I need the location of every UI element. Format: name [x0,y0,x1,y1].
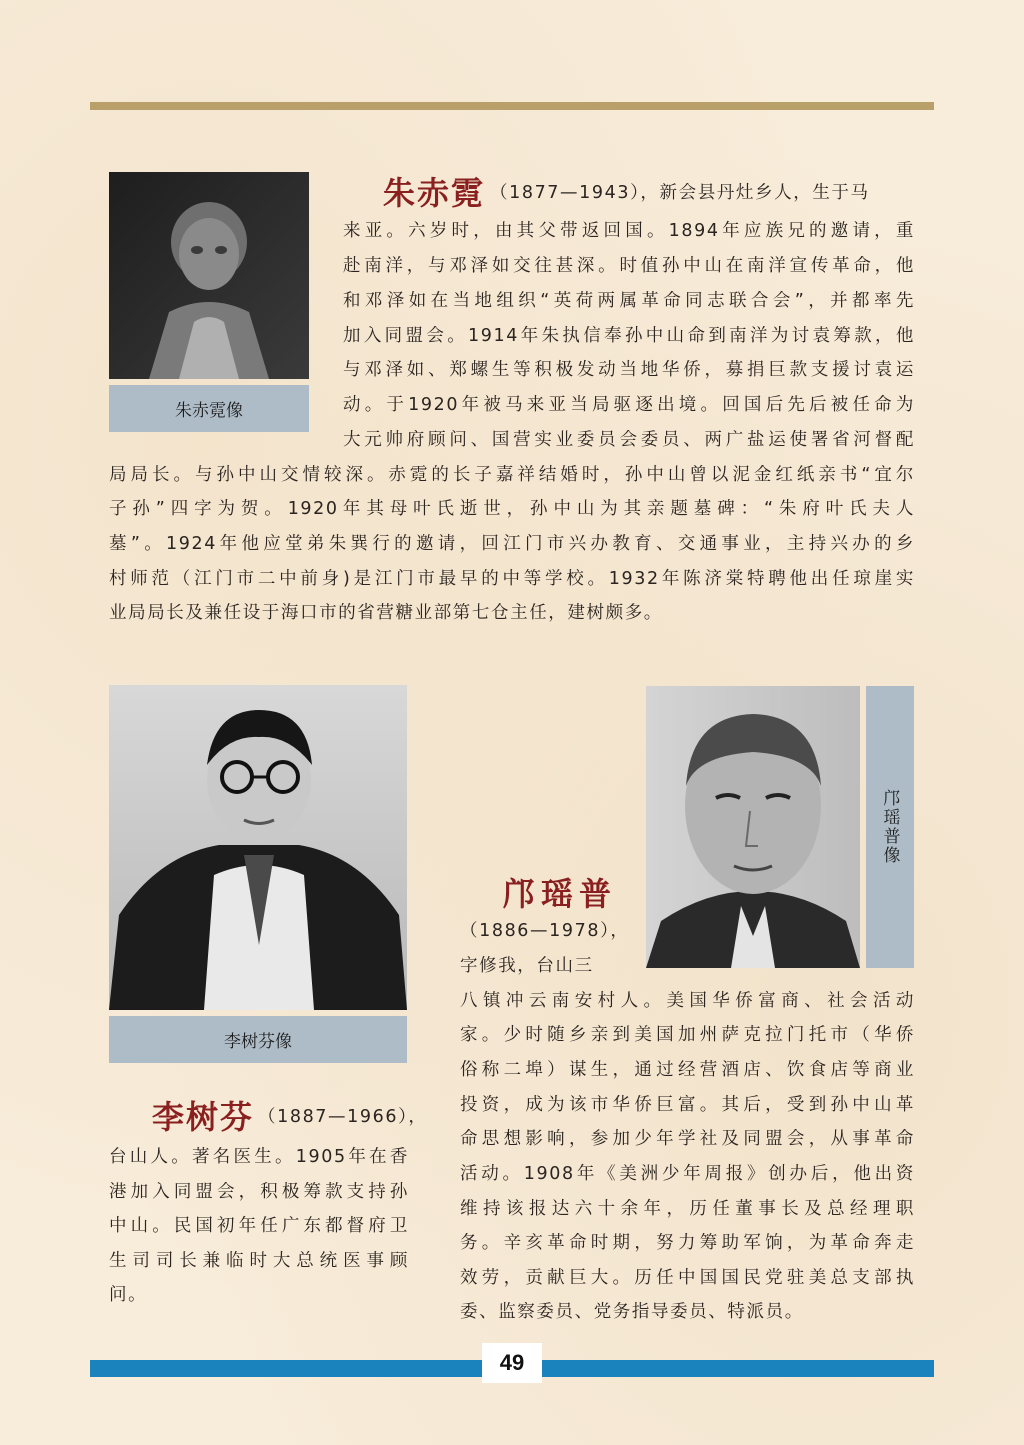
zhu-line-6: 与邓泽如、郑螺生等积极发动当地华侨，募捐巨款支援讨袁运 [343,360,915,380]
bottom-rule-right [542,1360,934,1377]
zhu-line-4: 和邓泽如在当地组织“英荷两属革命同志联合会”，并都率先 [343,291,915,311]
kuang-portrait-photo [646,686,860,968]
zhu-line-11: 墓”。1924年他应堂弟朱巽行的邀请，回江门市兴办教育、交通事业，主持兴办的乡 [109,534,915,554]
li-portrait-photo [109,685,407,1010]
zhu-portrait-image [109,172,309,379]
top-rule [90,102,934,110]
zhu-line-3: 赴南洋，与邓泽如交往甚深。时值孙中山在南洋宣传革命，他 [343,256,915,276]
kuang-line-12: 委、监察委员、党务指导委员、特派员。 [460,1302,804,1322]
li-portrait-image [109,685,407,1010]
zhu-line-8: 大元帅府顾问、国营实业委员会委员、两广盐运使署省河督配 [343,430,915,450]
zhu-line-9: 局局长。与孙中山交情较深。赤霓的长子嘉祥结婚时，孙中山曾以泥金红纸亲书“宜尔 [109,465,915,485]
li-line-4: 生司司长兼临时大总统医事顾 [109,1251,409,1271]
kuang-line-11: 效劳，贡献巨大。历任中国国民党驻美总支部执 [460,1268,915,1288]
kuang-line-3: 八镇冲云南安村人。美国华侨富商、社会活动 [460,991,915,1011]
kuang-line-4: 家。少时随乡亲到美国加州萨克拉门托市（华侨 [460,1025,915,1045]
kuang-line-10: 务。辛亥革命时期，努力筹助军饷，为革命奔走 [460,1233,915,1253]
li-line-3: 中山。民国初年任广东都督府卫 [109,1216,409,1236]
kuang-line-5: 俗称二埠）谋生，通过经营酒店、饮食店等商业 [460,1060,915,1080]
kuang-portrait-image [646,686,860,968]
zhu-line-10: 子孙”四字为贺。1920年其母叶氏逝世，孙中山为其亲题墓碑：“朱府叶氏夫人 [109,499,915,519]
kuang-line-8: 活动。1908年《美洲少年周报》创办后，他出资 [460,1164,915,1184]
kuang-line-2: 字修我，台山三 [460,956,594,976]
kuang-line-9: 维持该报达六十余年，历任董事长及总经理职 [460,1199,915,1219]
kuang-line-7: 命思想影响，参加少年学社及同盟会，从事革命 [460,1129,915,1149]
li-line-1: 台山人。著名医生。1905年在香 [109,1147,409,1167]
zhu-portrait-photo [109,172,309,379]
bottom-rule-left [90,1360,482,1377]
kuang-line-1: （1886—1978）， [460,921,630,941]
zhu-line-2: 来亚。六岁时，由其父带返回国。1894年应族兄的邀请，重 [343,221,915,241]
kuang-name-heading: 邝瑶普 [503,875,618,913]
zhu-line-5: 加入同盟会。1914年朱执信奉孙中山命到南洋为讨袁筹款，他 [343,326,915,346]
li-line-5: 问。 [109,1285,148,1305]
zhu-line-12: 村师范（江门市二中前身)是江门市最早的中等学校。1932年陈济棠特聘他出任琼崖实 [109,569,915,589]
li-caption: 李树芬像 [109,1016,407,1063]
li-line-2: 港加入同盟会，积极筹款支持孙 [109,1182,409,1202]
li-name-heading: 李树芬 [152,1098,255,1136]
kuang-line-6: 投资，成为该市华侨巨富。其后，受到孙中山革 [460,1095,915,1115]
li-dates: （1887—1966）， [258,1107,428,1127]
zhu-line-13: 业局局长及兼任设于海口市的省营糖业部第七仓主任，建树颇多。 [109,603,663,623]
zhu-name-heading: 朱赤霓 [383,174,486,212]
page-number: 49 [482,1343,542,1383]
zhu-caption: 朱赤霓像 [109,385,309,432]
kuang-caption: 邝瑶普像 [866,686,914,968]
zhu-line-1: （1877—1943），新会县丹灶乡人，生于马 [490,183,870,203]
zhu-line-7: 动。于1920年被马来亚当局驱逐出境。回国后先后被任命为 [343,395,915,415]
